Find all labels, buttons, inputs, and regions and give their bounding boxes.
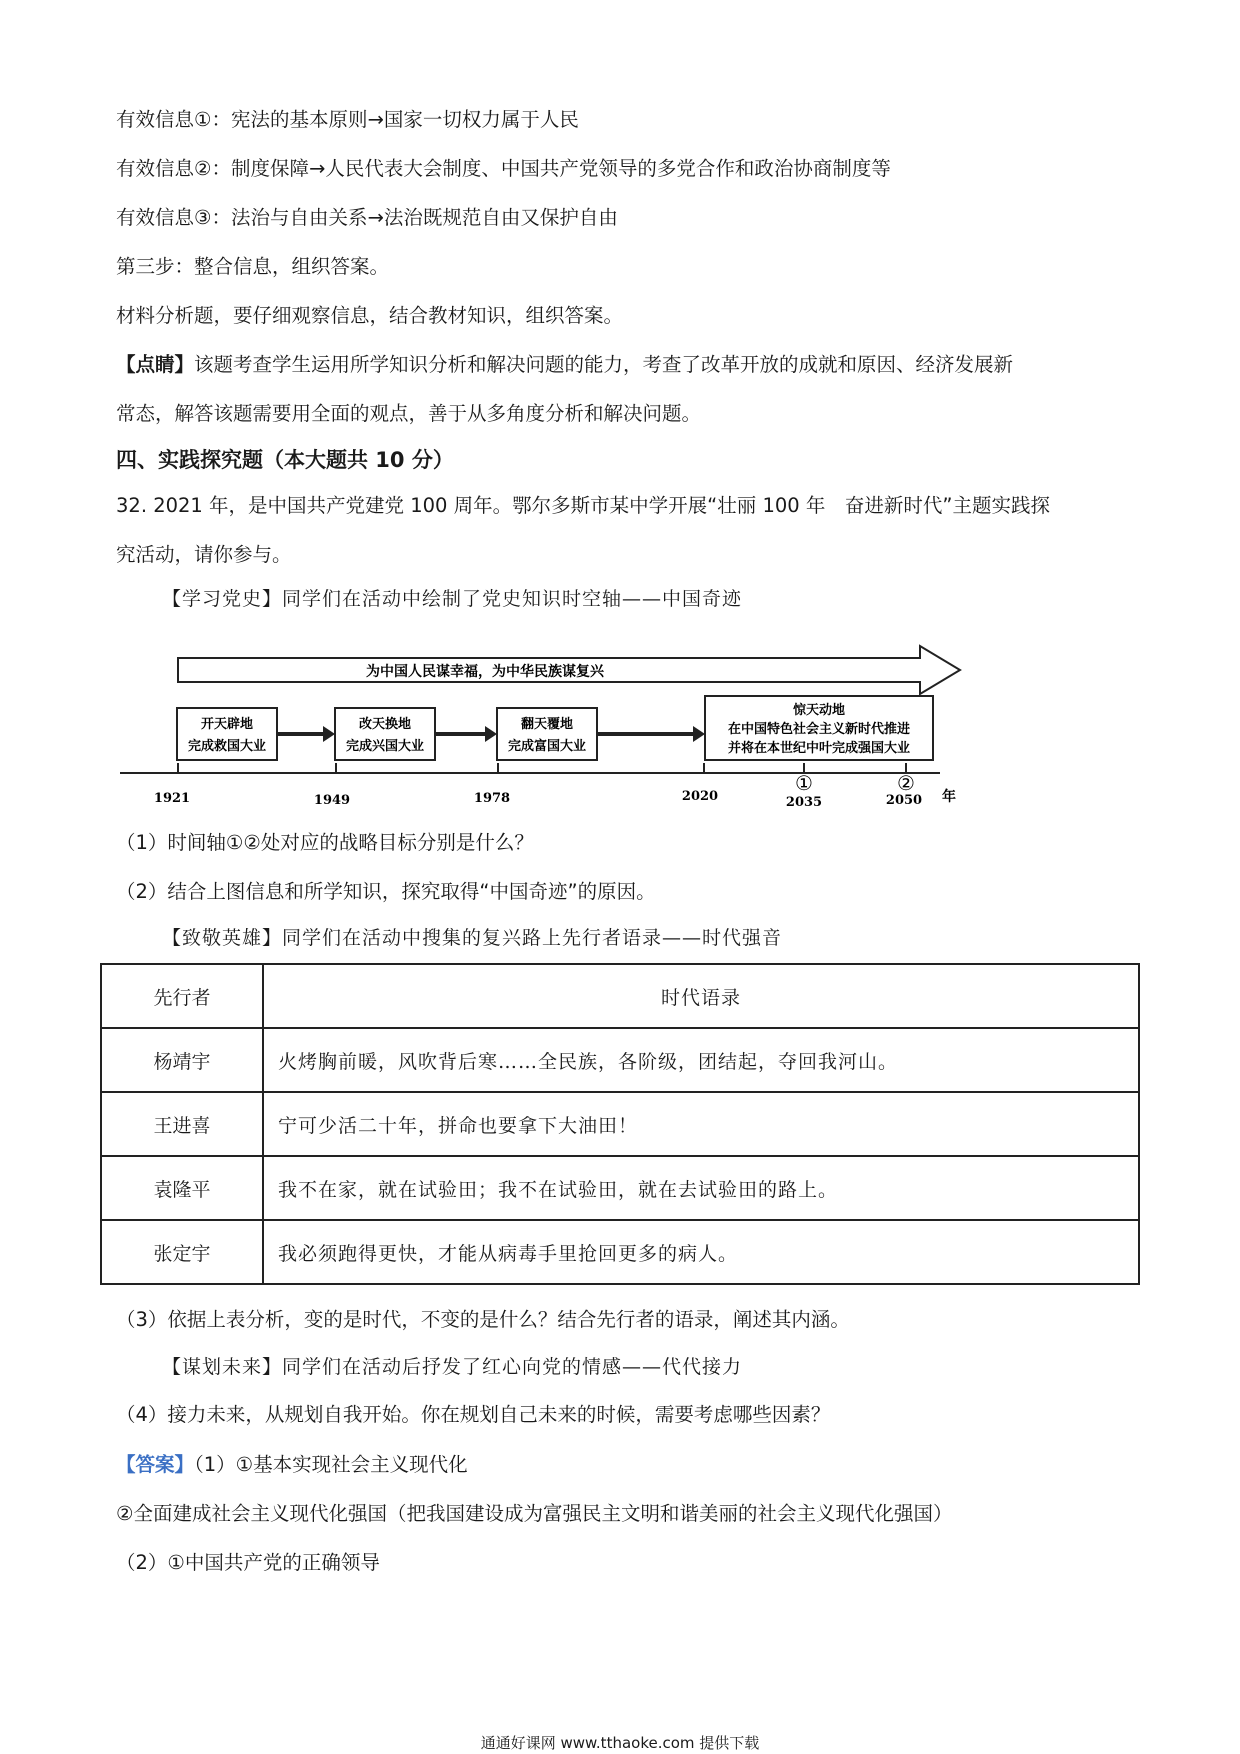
timeline-box-3-line-2: 完成富国大业 [507, 739, 587, 754]
tip-line: 材料分析题，要仔细观察信息，结合教材知识，组织答案。 [116, 304, 624, 327]
marker-1: ① [795, 771, 813, 795]
pioneer-name: 张定宇 [101, 1220, 263, 1284]
question-32-line-2: 究活动，请你参与。 [116, 543, 292, 566]
timeline-box-4-line-1: 惊天动地 [792, 703, 846, 718]
learn-history-title: 【学习党史】同学们在活动中绘制了党史知识时空轴——中国奇迹 [162, 588, 743, 610]
year-2035: 2035 [785, 795, 823, 808]
hero-title: 【致敬英雄】同学们在活动中搜集的复兴路上先行者语录——时代强音 [162, 927, 783, 949]
dianjing-line-1 [116, 355, 1013, 375]
question-32-line-1: 32. 2021 年，是中国共产党建党 100 周年。鄂尔多斯市某中学开展“壮丽 100 年 奋进新时代”主题实践探 [116, 494, 1050, 517]
info-2: 有效信息②：制度保障→人民代表大会制度、中国共产党领导的多党合作和政治协商制度等 [116, 157, 891, 180]
year-2050: 2050 [885, 793, 923, 808]
pioneer-name: 王进喜 [101, 1092, 263, 1156]
pioneer-quote: 火烤胸前暖，风吹背后寒……全民族，各阶级，团结起，夺回我河山。 [263, 1028, 1139, 1092]
question-4: （4）接力未来，从规划自我开始。你在规划自己未来的时候，需要考虑哪些因素？ [116, 1403, 831, 1426]
dianjing-text-1: 该题考查学生运用所学知识分析和解决问题的能力，考查了改革开放的成就和原因、经济发展新 [194, 353, 1014, 376]
year-1949: 1949 [313, 793, 351, 808]
header-quote: 时代语录 [263, 964, 1139, 1028]
dianjing-line-2: 常态，解答该题需要用全面的观点，善于从多角度分析和解决问题。 [116, 402, 702, 425]
answer-line-1 [116, 1455, 468, 1475]
pioneer-quote: 宁可少活二十年，拼命也要拿下大油田！ [263, 1092, 1139, 1156]
dianjing-tag: 【点睛】 [116, 353, 195, 376]
question-1: （1）时间轴①②处对应的战略目标分别是什么？ [116, 831, 534, 854]
year-unit: 年 [942, 789, 956, 805]
pioneer-name: 袁隆平 [101, 1156, 263, 1220]
table-row [101, 1092, 1139, 1156]
answer-text-1: （1）①基本实现社会主义现代化 [194, 1453, 468, 1476]
year-1978: 1978 [473, 791, 511, 806]
timeline-box-3-line-1: 翻天覆地 [520, 717, 574, 732]
step-3: 第三步：整合信息，组织答案。 [116, 255, 390, 278]
table-row [101, 1220, 1139, 1284]
banner-text: 为中国人民谋幸福，为中华民族谋复兴 [366, 664, 604, 680]
timeline-box-1-line-1: 开天辟地 [200, 717, 254, 732]
question-3: （3）依据上表分析，变的是时代，不变的是什么？结合先行者的语录，阐述其内涵。 [116, 1308, 850, 1331]
history-timeline [120, 628, 970, 808]
table-header-row [101, 964, 1139, 1028]
answer-tag: 【答案】 [116, 1453, 195, 1476]
table-row [101, 1028, 1139, 1092]
info-1: 有效信息①：宪法的基本原则→国家一切权力属于人民 [116, 108, 579, 131]
year-2020: 2020 [681, 789, 719, 804]
timeline-box-2-line-1: 改天换地 [358, 717, 412, 732]
answer-line-3: （2）①中国共产党的正确领导 [116, 1551, 380, 1574]
question-2: （2）结合上图信息和所学知识，探究取得“中国奇迹”的原因。 [116, 880, 656, 903]
future-title: 【谋划未来】同学们在活动后抒发了红心向党的情感——代代接力 [162, 1356, 743, 1378]
answer-line-2: ②全面建成社会主义现代化强国（把我国建设成为富强民主文明和谐美丽的社会主义现代化强国） [116, 1502, 953, 1525]
timeline-box-4-line-2: 在中国特色社会主义新时代推进 [727, 722, 911, 737]
marker-2: ② [897, 771, 915, 795]
timeline-box-4-line-3: 并将在本世纪中叶完成强国大业 [727, 741, 911, 756]
connector-2-head [485, 726, 497, 742]
pioneer-quote: 我不在家，就在试验田；我不在试验田，就在去试验田的路上。 [263, 1156, 1139, 1220]
connector-1-head [323, 726, 335, 742]
header-pioneer: 先行者 [101, 964, 263, 1028]
pioneer-quote: 我必须跑得更快，才能从病毒手里抢回更多的病人。 [263, 1220, 1139, 1284]
pioneer-quotes-table [100, 963, 1140, 1285]
table-row [101, 1156, 1139, 1220]
section-4-heading: 四、实践探究题（本大题共 10 分） [116, 448, 454, 472]
pioneer-name: 杨靖宇 [101, 1028, 263, 1092]
timeline-box-1-line-2: 完成救国大业 [187, 739, 267, 754]
timeline-box-2-line-2: 完成兴国大业 [345, 739, 425, 754]
year-1921: 1921 [153, 791, 191, 806]
page-footer: 通通好课网 www.tthaoke.com 提供下载 [480, 1734, 760, 1752]
info-3: 有效信息③：法治与自由关系→法治既规范自由又保护自由 [116, 206, 618, 229]
connector-3-head [693, 726, 705, 742]
